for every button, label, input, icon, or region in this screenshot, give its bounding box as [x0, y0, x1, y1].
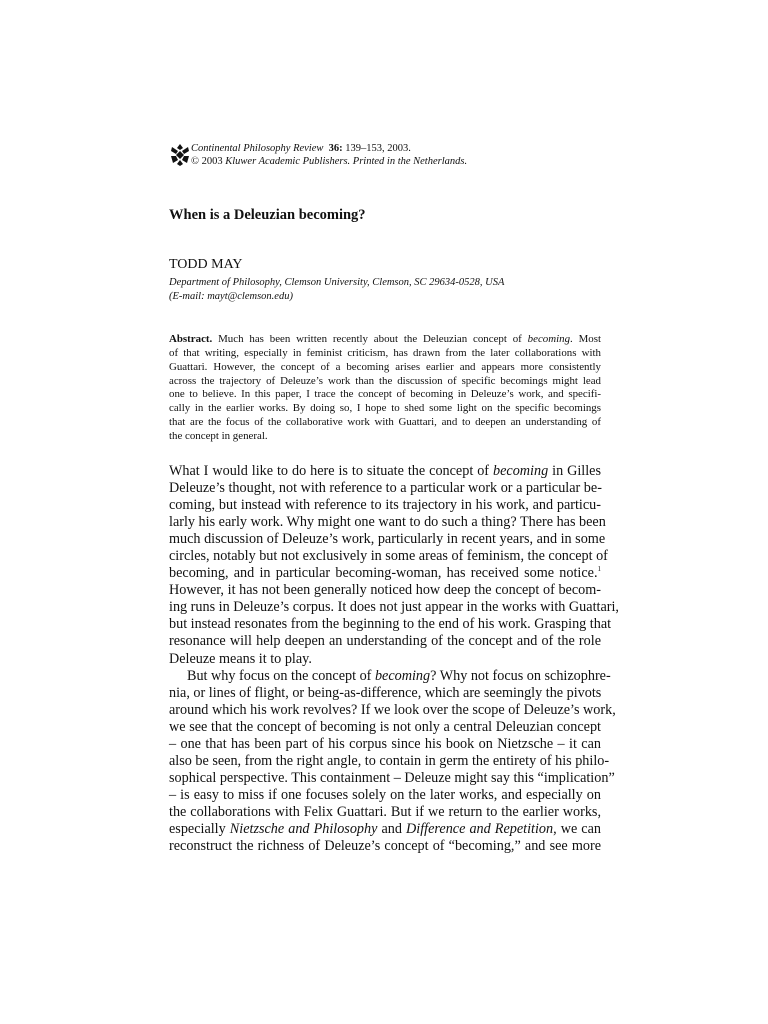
- publisher-name: Kluwer Academic Publishers. Printed in the Netherlands.: [225, 156, 468, 167]
- body-line: What I would like to do here is to situate the concept of becoming in Gilles: [169, 463, 601, 479]
- abstract-line: Guattari. However, the concept of a becoming arises earlier and appears more consistently: [169, 360, 601, 373]
- body-line: Deleuze’s thought, not with reference to a particular work or a particular be-: [169, 480, 602, 497]
- journal-citation: [191, 142, 467, 168]
- italic-term: becoming: [374, 667, 431, 684]
- publisher-logo-icon: [170, 143, 190, 167]
- author-name: TODD MAY: [169, 257, 243, 272]
- italic-term: becoming: [527, 333, 571, 345]
- footnote-marker[interactable]: 1: [597, 565, 601, 574]
- body-line: ing runs in Deleuze’s corpus. It does not just appear in the works with Guattari,: [169, 599, 619, 616]
- body-line: – is easy to miss if one focuses solely on the later works, and especially on: [169, 786, 601, 803]
- abstract-label: Abstract.: [169, 333, 213, 345]
- italic-term: becoming: [493, 463, 549, 479]
- body-line: the collaborations with Felix Guattari. But if we return to the earlier works,: [169, 803, 601, 820]
- article-title: When is a Deleuzian becoming?: [169, 207, 366, 223]
- author-affiliation: Department of Philosophy, Clemson University, Clemson, SC 29634-0528, USA: [169, 277, 505, 288]
- abstract-line: that are the focus of the collaborative work with Guattari, and to deepen an understanding of: [169, 416, 601, 429]
- abstract-line: cally in the earlier works. By doing so, I hope to shed some light on the specific becomings: [169, 402, 601, 415]
- body-line: coming, but instead with reference to its trajectory in his work, and particu-: [169, 497, 601, 514]
- abstract-line: Abstract. Much has been written recently about the Deleuzian concept of becoming. Most: [169, 333, 601, 345]
- body-line: circles, notably but not exclusively in some areas of feminism, the concept of: [169, 548, 608, 565]
- abstract-line: across the trajectory of Deleuze’s work than the discussion of specific becomings might lead: [169, 374, 601, 387]
- body-line: nia, or lines of flight, or being-as-difference, which are seemingly the pivots: [169, 684, 602, 701]
- body-line: sophical perspective. This containment – Deleuze might say this “implication”: [169, 769, 615, 786]
- body-line: However, it has not been generally noticed how deep the concept of becom-: [169, 582, 601, 599]
- journal-line-2: [191, 155, 467, 168]
- body-line: resonance will help deepen an understanding of the concept and of the role: [169, 633, 601, 650]
- abstract-line: of that writing, especially in feminist criticism, has drawn from the later collaborations with: [169, 346, 601, 359]
- body-line: reconstruct the richness of Deleuze’s concept of “becoming,” and see more: [169, 838, 601, 855]
- italic-book-title: Difference and Repetition: [406, 820, 554, 837]
- body-line: also be seen, from the right angle, to contain in germ the entirety of his philo-: [169, 752, 610, 769]
- body-line: we see that the concept of becoming is not only a central Deleuzian concept: [169, 718, 601, 735]
- body-line: but instead resonates from the beginning to the end of his work. Grasping that: [169, 616, 612, 633]
- body-line: much discussion of Deleuze’s work, particularly in recent years, and in some: [169, 531, 606, 548]
- body-text: [169, 463, 619, 855]
- body-line: becoming, and in particular becoming-woman, has received some notice.$^1$: [169, 565, 601, 582]
- body-line: especially Nietzsche and Philosophy and Difference and Repetition, we can: [169, 820, 601, 837]
- journal-line-1: [191, 142, 467, 155]
- body-line: But why focus on the concept of becoming? Why not focus on schizophre-: [187, 667, 611, 684]
- abstract: [169, 333, 601, 444]
- abstract-line: one to believe. In this paper, I trace the concept of becoming in Deleuze’s work, and specifi-: [169, 388, 601, 401]
- journal-volume: 36:: [328, 143, 343, 154]
- journal-name: Continental Philosophy Review: [191, 143, 324, 154]
- body-line: – one that has been part of his corpus since his book on Nietzsche – it can: [169, 735, 601, 752]
- body-line: larly his early work. Why might one want to do such a thing? There has been: [169, 514, 606, 531]
- body-line: around which his work revolves? If we look over the scope of Deleuze’s work,: [169, 701, 616, 718]
- italic-book-title: Nietzsche and Philosophy: [229, 820, 378, 837]
- author-email: (E-mail: mayt@clemson.edu): [169, 291, 293, 302]
- author-affiliation-block: [169, 276, 504, 304]
- abstract-line: the concept in general.: [169, 429, 268, 442]
- copyright-prefix: © 2003: [191, 156, 223, 167]
- journal-pages-year: 139–153, 2003.: [345, 143, 411, 154]
- body-line: Deleuze means it to play.: [169, 650, 312, 667]
